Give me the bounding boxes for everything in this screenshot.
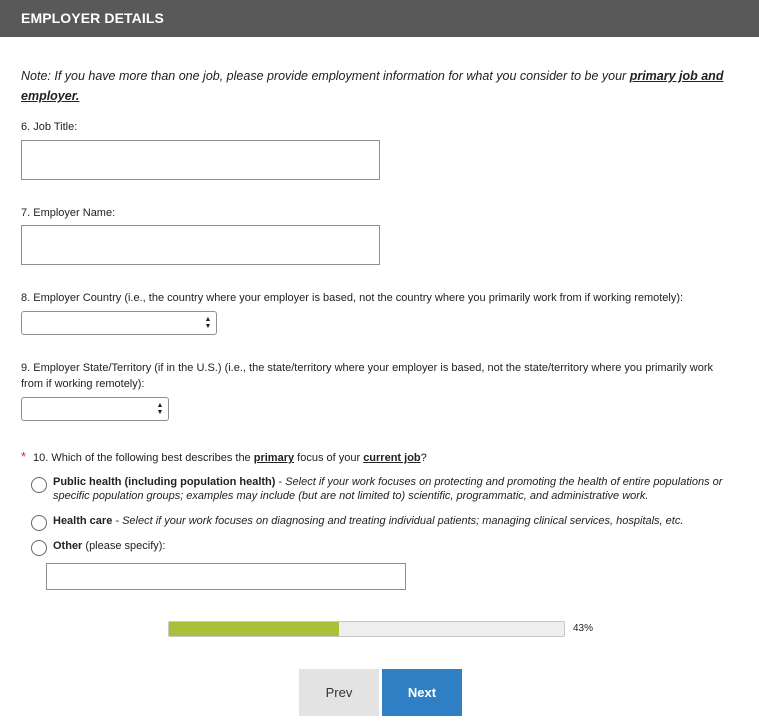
note-body: Note: If you have more than one job, please provide employment information for what you consider to be your (21, 69, 630, 83)
section-header: EMPLOYER DETAILS (0, 0, 759, 37)
job-title-label: 6. Job Title: (21, 121, 78, 133)
radio-public-health[interactable] (31, 477, 47, 493)
option-public-health[interactable] (53, 475, 743, 503)
select-arrows-icon: ▲ ▼ (204, 316, 212, 330)
option-separator: - (112, 515, 123, 527)
job-title-input[interactable] (21, 140, 380, 180)
employer-state-label: 9. Employer State/Territory (if in the U.S.) (i.e., the state/territory where your employer is based, not the state/territory where you primarily work from if working remotely): (21, 362, 714, 390)
employer-country-label: 8. Employer Country (i.e., the country where your employer is based, not the country where you primarily work from if working remotely): (21, 292, 684, 304)
q10-primary: primary (253, 452, 295, 464)
option-other-title: Other (53, 540, 83, 552)
job-focus-question (33, 450, 427, 466)
employer-state-select[interactable] (21, 397, 169, 421)
option-public-health-title: Public health (including population health) (53, 476, 276, 488)
q10-prefix: 10. Which of the following best describes the (33, 452, 254, 464)
radio-health-care[interactable] (31, 515, 47, 531)
note-text (21, 66, 746, 106)
progress-bar (168, 621, 565, 637)
employer-name-input[interactable] (21, 225, 380, 265)
option-separator: - (275, 476, 286, 488)
note-emphasis: primary job and employer. (21, 69, 724, 103)
progress-percent: 43% (573, 623, 594, 634)
next-button[interactable]: Next (382, 669, 462, 716)
select-arrows-icon: ▲ ▼ (156, 402, 164, 416)
prev-button[interactable]: Prev (299, 669, 379, 716)
q10-current-job: current job (363, 452, 421, 464)
q10-mid: focus of your (294, 452, 364, 464)
option-health-care-title: Health care (53, 515, 113, 527)
required-marker: * (21, 449, 27, 464)
q10-suffix: ? (420, 452, 427, 464)
radio-other[interactable] (31, 540, 47, 556)
option-other[interactable] (53, 539, 166, 553)
option-health-care-desc: Select if your work focuses on diagnosing and treating individual patients; managing clinical services, hospitals, etc. (122, 515, 684, 527)
option-health-care[interactable] (53, 514, 743, 528)
option-other-specify: (please specify): (82, 540, 166, 552)
option-public-health-desc: Select if your work focuses on protecting and promoting the health of entire populations or specific population groups; examples may include (but are not limited to) scientific, programmatic, and administrative work. (53, 476, 723, 502)
employer-name-label: 7. Employer Name: (21, 207, 116, 219)
progress-fill (169, 622, 339, 636)
employer-country-select[interactable] (21, 311, 217, 335)
other-specify-input[interactable] (46, 563, 406, 590)
